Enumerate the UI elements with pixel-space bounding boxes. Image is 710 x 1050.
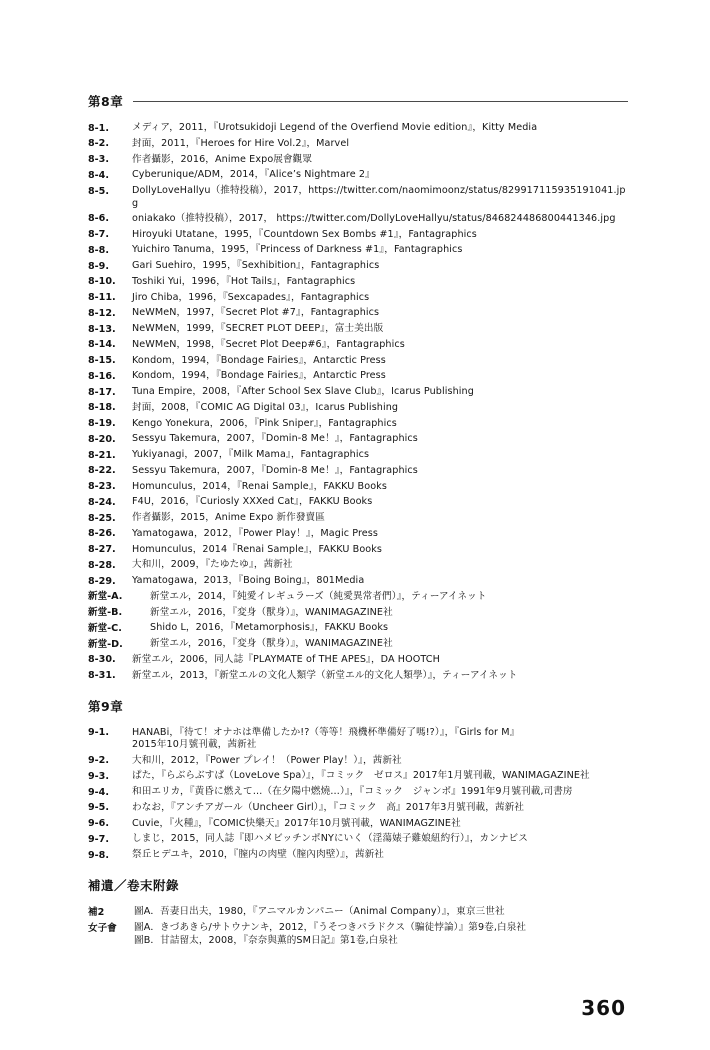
entry-number: 8-30. [88, 654, 116, 666]
entry-number: 補2 [88, 906, 105, 918]
reference-entry [88, 575, 628, 588]
entry-text: Yamatogawa，2013，『Boing Boing』，801Media [132, 575, 365, 587]
entry-number: 8-19. [88, 418, 116, 430]
reference-entry [88, 292, 628, 305]
entry-list-appendix [88, 906, 628, 947]
reference-entry [88, 638, 628, 651]
entry-text: 作者攝影，2016，Anime Expo展會觀眾 [132, 153, 313, 165]
entry-text: Sessyu Takemura，2007，『Domin-8 Me！』，Fantagraphics [132, 433, 418, 445]
reference-entry [88, 260, 628, 273]
entry-text: 祭丘ヒデユキ，2010，『膣内の肉壁（膣內肉壁）』，茜新社 [132, 849, 384, 861]
entry-list-chapter-9 [88, 727, 628, 863]
entry-number: 8-2. [88, 138, 109, 150]
entry-number: 8-14. [88, 339, 116, 351]
entry-number: 9-4. [88, 786, 109, 798]
entry-number: 9-2. [88, 755, 109, 767]
reference-entry [88, 449, 628, 462]
reference-entry [88, 770, 628, 783]
reference-entry [88, 528, 628, 541]
reference-entry [88, 591, 628, 604]
entry-text: 封面，2008，『COMIC AG Digital 03』，Icarus Publishing [132, 401, 399, 413]
entry-text: 新堂エル，2016，『変身（獸身）』，WANIMAGAZINE社 [150, 606, 393, 618]
section-chapter-8 [88, 92, 628, 683]
reference-entry [88, 433, 628, 446]
entry-number: 8-11. [88, 292, 116, 304]
entry-text: 大和川，2012，『Power プレイ！（Power Play！）』，茜新社 [132, 754, 402, 766]
reference-entry [88, 323, 628, 336]
entry-text: 新堂エル，2014，『純愛イレギュラーズ（純愛異常者們）』，ティーアイネット [150, 590, 487, 602]
reference-entry [88, 185, 628, 210]
section-title: 第8章 [88, 94, 124, 109]
section-heading-appendix [88, 876, 628, 894]
entry-text: NeWMeN，1997，『Secret Plot #7』，Fantagraphics [132, 307, 380, 319]
entry-number: 新堂-B. [88, 607, 123, 619]
entry-text-continuation: 2015年10月號刊載，茜新社 [132, 739, 257, 751]
entry-text: 新堂エル，2006，同人誌『PLAYMATE of THE APES』，DA HOOTCH [132, 653, 440, 665]
section-title: 第9章 [88, 698, 124, 714]
reference-entry [88, 481, 628, 494]
section-heading-chapter-8 [88, 92, 628, 110]
reference-entry [88, 544, 628, 557]
entry-number: 新堂-A. [88, 591, 123, 603]
reference-entry [88, 229, 628, 242]
reference-entry [88, 727, 628, 752]
entry-text: Shido L，2016，『Metamorphosis』，FAKKU Books [150, 622, 389, 634]
entry-text: 新堂エル，2016，『変身（獸身）』，WANIMAGAZINE社 [150, 638, 393, 650]
entry-text-continuation: 圖B．甘詰留太，2008，『奈奈與薫的SM日記』第1卷,白泉社 [134, 934, 398, 946]
entry-number: 8-1. [88, 122, 109, 134]
entry-number: 8-17. [88, 386, 116, 398]
entry-text: Yukiyanagi，2007，『Milk Mama』，Fantagraphics [132, 449, 370, 461]
reference-entry [88, 559, 628, 572]
entry-text: Kondom，1994，『Bondage Fairies』，Antarctic Press [132, 354, 386, 366]
reference-entry [88, 355, 628, 368]
reference-entry [88, 276, 628, 289]
entry-number: 8-22. [88, 465, 116, 477]
entry-text: Yamatogawa，2012，『Power Play！』，Magic Press [132, 527, 378, 539]
section-title: 補遺／卷末附錄 [88, 878, 180, 894]
entry-number: 8-31. [88, 670, 116, 682]
entry-text: 大和川，2009，『たゆたゆ』，茜新社 [132, 559, 293, 571]
reference-entry [88, 622, 628, 635]
reference-entry [88, 833, 628, 846]
entry-text: NeWMeN，1998，『Secret Plot Deep#6』，Fantagraphics [132, 338, 405, 350]
entry-number: 8-10. [88, 276, 116, 288]
entry-number: 8-3. [88, 154, 109, 165]
entry-number: 8-9. [88, 260, 109, 272]
entry-number: 9-1. [88, 727, 109, 739]
entry-number: 9-7. [88, 833, 109, 845]
reference-entry [88, 802, 628, 815]
entry-number: 8-23. [88, 481, 116, 493]
entry-number: 新堂-C. [88, 622, 122, 634]
reference-entry [88, 654, 628, 667]
entry-text: 封面，2011，『Heroes for Hire Vol.2』，Marvel [132, 137, 350, 149]
entry-number: 8-5. [88, 185, 109, 197]
entry-text: oniakako（推特投稿），2017， https://twitter.com/DollyLoveHallyu/status/846824486800441346.jpg [132, 212, 616, 224]
entry-text: Homunculus，2014，『Renai Sample』，FAKKU Books [132, 480, 387, 492]
reference-entry [88, 122, 628, 135]
entry-number: 8-13. [88, 323, 116, 335]
entry-number: 8-18. [88, 402, 116, 414]
entry-number: 8-20. [88, 433, 116, 445]
entry-text: ぱた，『らぶらぶすぱ（LoveLove Spa）』，『コミック ゼロス』2017年1月號刊載，WANIMAGAZINE社 [132, 770, 590, 782]
entry-text: Cyberunique/ADM，2014，『Alice’s Nightmare 2』 [132, 169, 375, 181]
section-heading-chapter-9 [88, 697, 628, 715]
entry-text-line: 圖A．きづあきら/サトウナンキ，2012，『うそつきパラドクス（騙徒悖論）』第9卷,白泉社 [134, 922, 527, 934]
reference-entry [88, 418, 628, 431]
entry-text: Hiroyuki Utatane，1995，『Countdown Sex Bombs #1』，Fantagraphics [132, 228, 477, 240]
reference-entry [88, 386, 628, 399]
reference-entry [88, 786, 628, 799]
reference-entry [88, 402, 628, 415]
entry-number: 9-5. [88, 802, 109, 814]
page-number: 360 [581, 996, 626, 1020]
entry-text: 和田エリカ，『黄昏に燃えて…（在夕陽中燃燒…）』，『コミック ジャンボ』1991年9月號刊載,司書房 [132, 786, 573, 798]
reference-entry [88, 906, 628, 919]
entry-number: 8-28. [88, 559, 116, 571]
entry-number: 8-6. [88, 213, 109, 225]
entry-text: Homunculus，2014『Renai Sample』，FAKKU Books [132, 543, 383, 555]
reference-entry [88, 154, 628, 167]
reference-list-content [88, 92, 628, 961]
entry-number: 8-16. [88, 370, 116, 382]
section-appendix [88, 876, 628, 947]
entry-list-chapter-8 [88, 122, 628, 683]
reference-entry [88, 849, 628, 862]
entry-text [132, 727, 628, 752]
reference-entry [88, 307, 628, 320]
entry-text [134, 922, 628, 947]
reference-entry [88, 370, 628, 383]
reference-entry [88, 755, 628, 768]
reference-entry [88, 213, 628, 226]
entry-number: 9-8. [88, 849, 109, 861]
entry-text: メディア，2011，『Urotsukidoji Legend of the Overfiend Movie edition』，Kitty Media [132, 122, 538, 133]
entry-text: Tuna Empire，2008，『After School Sex Slave Club』，Icarus Publishing [132, 386, 474, 398]
reference-entry [88, 339, 628, 352]
entry-text: 新堂エル，2013，『新堂エルの文化人類学（新堂エル的文化人類學）』，ティーアイネット [132, 669, 518, 681]
entry-text: Yuichiro Tanuma，1995，『Princess of Darkness #1』，Fantagraphics [132, 244, 463, 256]
reference-entry [88, 169, 628, 182]
entry-text: Kondom，1994，『Bondage Fairies』，Antarctic Press [132, 370, 386, 382]
entry-text: Gari Suehiro，1995，『Sexhibition』，Fantagraphics [132, 260, 380, 272]
entry-text: NeWMeN，1999，『SECRET PLOT DEEP』，富士美出版 [132, 323, 384, 335]
entry-text: Cuvie，『火種』，『COMIC快樂天』2017年10月號刊載，WANIMAGZINE社 [132, 817, 461, 829]
entry-text: F4U，2016，『Curiosly XXXed Cat』，FAKKU Books [132, 496, 373, 508]
entry-text: 圖A．吾妻日出夫，1980，『アニマルカンパニー（Animal Company）』，東京三世社 [134, 906, 505, 918]
entry-text: Toshiki Yui，1996，『Hot Tails』，Fantagraphics [132, 275, 356, 287]
entry-text: わなお，『アンチアガール（Uncheer Girl）』，『コミック 高』2017年3月號刊載，茜新社 [132, 801, 525, 813]
entry-number: 8-21. [88, 449, 116, 461]
entry-number: 新堂-D. [88, 638, 123, 650]
reference-entry [88, 465, 628, 478]
entry-number: 8-26. [88, 528, 116, 540]
reference-entry [88, 670, 628, 683]
reference-entry [88, 818, 628, 831]
entry-text: Kengo Yonekura，2006，『Pink Sniper』，Fantagraphics [132, 417, 397, 429]
entry-number: 9-3. [88, 770, 109, 782]
entry-text: Jiro Chiba，1996，『Sexcapades』，Fantagraphics [132, 291, 370, 303]
entry-number: 8-8. [88, 244, 109, 256]
entry-number: 8-15. [88, 355, 116, 367]
entry-text: 作者攝影，2015，Anime Expo 新作發賣區 [132, 512, 325, 524]
entry-number: 8-27. [88, 544, 116, 556]
reference-entry [88, 496, 628, 509]
entry-number: 8-7. [88, 229, 109, 241]
reference-entry [88, 922, 628, 947]
section-chapter-9 [88, 697, 628, 863]
entry-text: Sessyu Takemura，2007，『Domin-8 Me！』，Fantagraphics [132, 464, 418, 476]
entry-number: 8-12. [88, 307, 116, 319]
entry-number: 8-24. [88, 496, 116, 508]
entry-number: 8-25. [88, 512, 116, 524]
entry-number: 女子會 [88, 922, 117, 934]
heading-rule [133, 101, 628, 102]
reference-entry [88, 138, 628, 151]
entry-number: 8-4. [88, 169, 109, 181]
entry-text-line: HANABi，『待て！オナホは準備したか!?（等等！飛機杯準備好了嗎!?）』，『Girls for M』 [132, 726, 520, 738]
entry-number: 8-29. [88, 575, 116, 587]
entry-text: しまじ，2015，同人誌『即ハメビッチンポNYにいく（淫蕩婊子雞娘紐約行）』，カンナビス [132, 833, 528, 845]
reference-entry [88, 512, 628, 525]
reference-entry [88, 607, 628, 620]
entry-text: DollyLoveHallyu（推特投稿），2017，https://twitter.com/naomimoonz/status/829917115935191041.jpg [132, 185, 626, 209]
entry-number: 9-6. [88, 818, 109, 830]
reference-entry [88, 244, 628, 257]
